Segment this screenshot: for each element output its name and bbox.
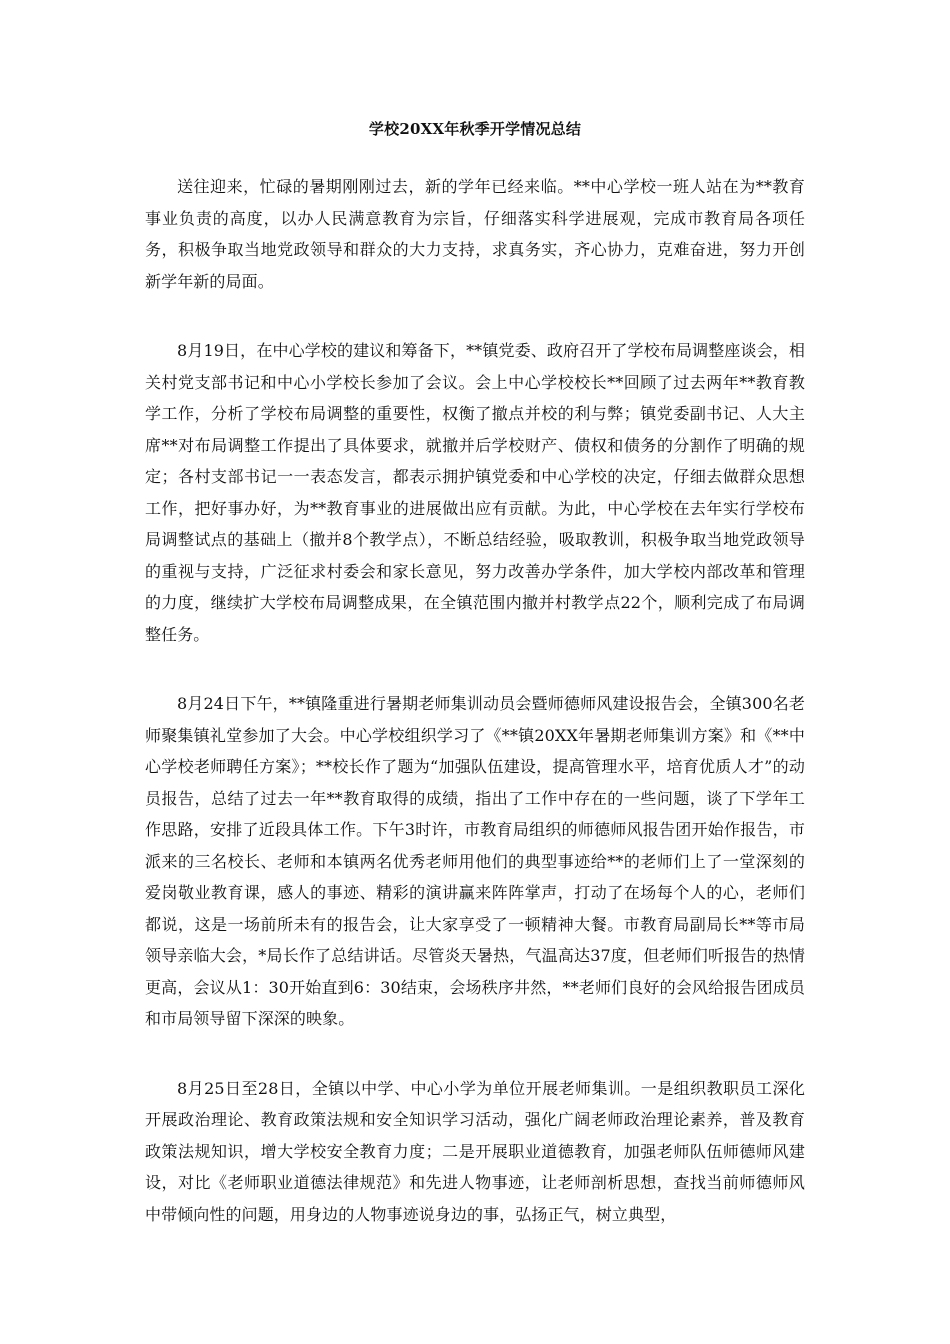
paragraph-intro: 送往迎来，忙碌的暑期刚刚过去，新的学年已经来临。**中心学校一班人站在为**教育事业负责的高度，以办人民满意教育为宗旨，仔细落实科学进展观，完成市教育局各项任务，积极争取当地党政领导和群众的大力支持，求真务实，齐心协力，克难奋进，努力开创新学年新的局面。 [145, 177, 805, 291]
paragraph-aug-24: 8月24日下午，**镇隆重进行暑期老师集训动员会暨师德师风建设报告会，全镇300名老师聚集镇礼堂参加了大会。中心学校组织学习了《**镇20XX年暑期老师集训方案》和《**中心学校老师聘任方案》；**校长作了题为“加强队伍建设，提高管理水平，培育优质人才”的动员报告，总结了过去一年**教育取得的成绩，指出了工作中存在的一些问题，谈了下学年工作思路，安排了近段具体工作。下午3时许，市教育局组织的师德师风报告团开始作报告，市派来的三名校长、老师和本镇两名优秀老师用他们的典型事迹给**的老师们上了一堂深刻的爱岗敬业教育课，感人的事迹、精彩的演讲赢来阵阵掌声，打动了在场每个人的心，老师们都说，这是一场前所未有的报告会，让大家享受了一顿精神大餐。市教育局副局长**等市局领导亲临大会，*局长作了总结讲话。尽管炎天暑热，气温高达37度，但老师们听报告的热情更高，会议从1：30开始直到6：30结束，会场秩序井然，**老师们良好的会风给报告团成员和市局领导留下深深的映象。 [145, 694, 805, 1028]
document-title: 学校20XX年秋季开学情况总结 [368, 120, 582, 138]
paragraph-aug-25-28: 8月25日至28日，全镇以中学、中心小学为单位开展老师集训。一是组织教职员工深化开展政治理论、教育政策法规和安全知识学习活动，强化广阔老师政治理论素养，普及教育政策法规知识，增大学校安全教育力度；二是开展职业道德教育，加强老师队伍师德师风建设，对比《老师职业道德法律规范》和先进人物事迹，让老师剖析思想，查找当前师德师风中带倾向性的问题，用身边的人物事迹说身边的事，弘扬正气，树立典型， [145, 1078, 805, 1224]
paragraph-aug-19: 8月19日，在中心学校的建议和筹备下，**镇党委、政府召开了学校布局调整座谈会，相关村党支部书记和中心小学校长参加了会议。会上中心学校校长**回顾了过去两年**教育教学工作，分析了学校布局调整的重要性，权衡了撤点并校的利与弊；镇党委副书记、人大主席**对布局调整工作提出了具体要求，就撤并后学校财产、债权和债务的分割作了明确的规定；各村支部书记一一表态发言，都表示拥护镇党委和中心学校的决定，仔细去做群众思想工作，把好事办好，为**教育事业的进展做出应有贡献。为此，中心学校在去年实行学校布局调整试点的基础上（撤并8个教学点），不断总结经验，吸取教训，积极争取当地党政领导的重视与支持，广泛征求村委会和家长意见，努力改善办学条件，加大学校内部改革和管理的力度，继续扩大学校布局调整成果，在全镇范围内撤并村教学点22个，顺利完成了布局调整任务。 [145, 341, 805, 644]
document-body [145, 171, 805, 1268]
